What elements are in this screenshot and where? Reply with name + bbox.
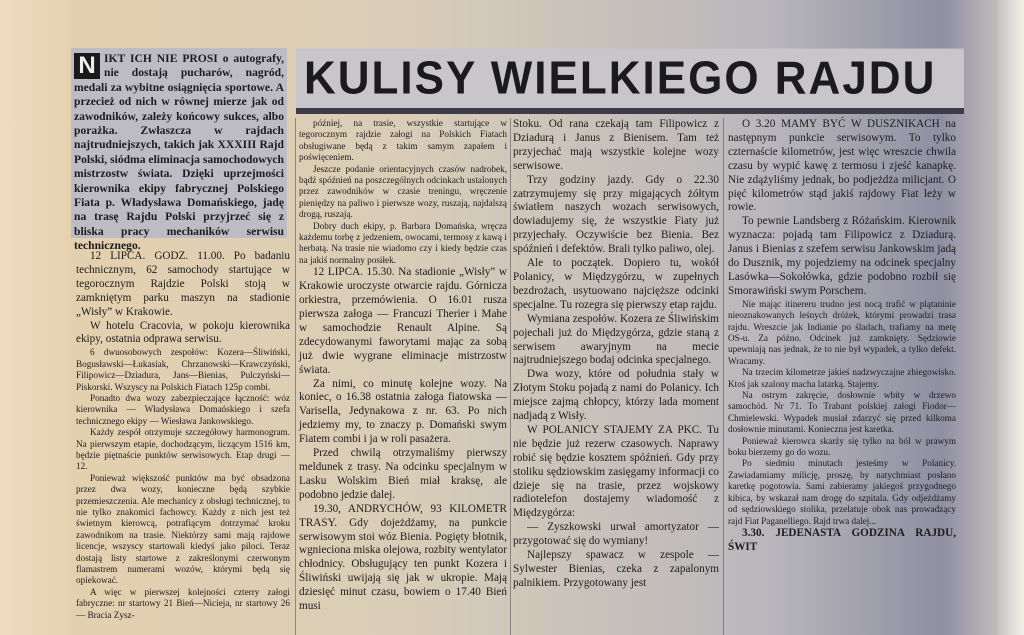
col3-paragraph: W POLANICY STAJEMY ZA PKC. Tu nie będzie już rezerw czasowych. Naprawy robić się będzie kosztem spóźnień. Gdy przy stoliku sędziowskim zasięgamy informacji co dzieje się na trasie, przez wojskowy radiotelefon dostajemy wiadomość z Międzygórza:	[513, 423, 719, 520]
drop-cap: N	[74, 53, 100, 79]
col3-paragraph: Trzy godziny jazdy. Gdy o 22.30 zatrzymujemy się przy migających żółtym światłem naszych wozach serwisowych, dowiadujemy się, że wszystkie Fiaty już przyjechały. Oczywiście bez Bienia. Bez spóźnień i defektów. Brali tylko paliwo, olej.	[513, 173, 719, 256]
article-headline: KULISY WIELKIEGO RAJDU	[296, 49, 964, 110]
headline-underline	[296, 108, 964, 114]
column-rule	[510, 118, 511, 635]
col1-paragraph: Ponadto dwa wozy zabezpieczające łączność: wóz kierownika — Władysława Domańskiego i szefa technicznego ekipy — Wiesława Jankowskiego.	[76, 392, 290, 426]
col4-paragraph: To pewnie Landsberg z Różańskim. Kierownik wyznacza: pojadą tam Filipowicz z Dziadurą. Janus i Bienias z szefem serwisu Jankowskim jadą do Dusznik, my pojedziemy na odcinek specjalny Lasówka—Sokołówka, gdzie podobno rozbił się Smorawiński swym Porschem.	[728, 215, 956, 297]
col3-paragraph: Najlepszy spawacz w zespole — Sylwester Bienias, czeka z zapalonym palnikiem. Przygotowany jest	[513, 549, 719, 589]
col3-paragraph: — Zyszkowski urwał amortyzator — przygotować się do wymiany!	[513, 521, 719, 548]
paper-right-margin	[998, 0, 1024, 635]
col3-paragraph: Wymiana zespołów. Kozera ze Śliwińskim pojechali już do Międzygórza, gdzie staną z serwisem awaryjnym na mecie najtrudniejszego bodaj odcinka specjalnego.	[513, 312, 719, 367]
col1-paragraph: Ponieważ większość punktów ma być obsadzona przez dwa wozy, konieczne będą szybkie przemieszczenia. Ale mechanicy z obsługi technicznej, to nie tylko znakomici fachowcy. Każdy z nich jest też świetnym kierowcą, potrafiącym dotrzymać kroku zawodnikom na trasie. Niektórzy sami mają rajdowe licencje, wszyscy startowali kiedyś jako piloci. Teraz dostają listy startowe z zakreślonymi czerwonym flamastrem numerami wozów, którymi będą się opiekować.	[76, 472, 290, 586]
col4-paragraph: Na ostrym zakręcie, dosłownie wbity w drzewo samochód. Nr 71. To Trabant polskiej załogi Fiodor—Chmielewski. Wypadek musiał zdarzyć się przed kilkoma dosłownie minutami. Konieczna jest karetka.	[728, 390, 956, 435]
col2-paragraph: Dobry duch ekipy, p. Barbara Domańska, wręcza każdemu torbę z jedzeniem, owocami, termosy z kawą i herbatą. Na trasie nie wiadomo czy i kiedy będzie czas na jakiś normalny posiłek.	[299, 220, 507, 265]
col3-paragraph: Stoku. Od rana czekają tam Filipowicz z Dziadurą i Janus z Bienisem. Tam też przyjechać mają wszystkie kolejne wozy serwisowe.	[513, 118, 719, 172]
col4-paragraph: Nie mając itinereru trudno jest nocą trafić w plątaninie nieoznakowanych leśnych dróżek, którymi prowadzi trasa rajdu. Wreszcie jak Indianie po śladach, trafiamy na metę OS-u. Za późno. Odcinek już zamknięty. Sędziowie upewniają nas jednak, że to nie był wypadek, a tylko defekt. Wracamy.	[728, 298, 956, 366]
col2-paragraph: później, na trasie, wszystkie startujące w tegorocznym rajdzie załogi na Polskich Fiatach obsługiwane będą z takim samym zapałem i poświęceniem.	[299, 118, 507, 163]
col4-paragraph: O 3.20 MAMY BYĆ W DUSZNIKACH na następnym punkcie serwisowym. To tylko czternaście kilometrów, jest więc wreszcie chwila czasu by wypić kawę z termosu i zjeść kanapkę. Nie zdążyliśmy jednak, bo podjeżdża milicjant. O pięć kilometrów stąd jakiś rajdowy Fiat leży w rowie.	[728, 118, 956, 214]
col1-paragraph: Każdy zespół otrzymuje szczegółowy harmonogram. Na pierwszym etapie, dochodzącym, liczącym 1516 km, będzie piętnaście punktów serwisowych. Etap drugi — 12.	[76, 427, 290, 472]
article-column-1	[76, 250, 290, 635]
col1-paragraph: A więc w pierwszej kolejności czterry załogi fabryczne: nr startowy 21 Bień—Nicieja, nr startowy 26 — Bracia Zysz-	[76, 586, 290, 620]
lead-paragraph	[71, 48, 287, 253]
col4-paragraph: Ponieważ kierowca skarży się tylko na ból w prawym boku bierzemy go do wozu.	[728, 435, 956, 458]
col2-paragraph: 12 LIPCA. 15.30. Na stadionie „Wisły” w Krakowie uroczyste otwarcie rajdu. Górnicza orkiestra, przemówienia. O 16.01 rusza pierwsza załoga — Francuzi Therier i Mahe w samochodzie Renault Alpine. Są zdecydowanymi faworytami mając za sobą już dwie wygrane eliminacje mistrzostw świata.	[299, 266, 507, 376]
lead-text: IKT ICH NIE PROSI o autografy, nie dostają pucharów, nagród, medali za wybitne osiągnięcia sportowe. A przecież od nich w równej mierze jak od zawodników, zależy końcowy sukces, albo porażka. Zwłaszcza w rajdach najtrudniejszych, takich jak XXXIII Rajd Polski, siódma eliminacja samochodowych mistrzostw świata. Dzięki uprzejmości kierownika ekipy fabrycznej Polskiego Fiata p. Władysława Domańskiego, jadę na trasę Rajdu Polski przyjrzeć się z bliska pracy mechaników serwisu technicznego.	[74, 52, 284, 253]
col1-paragraph: 6 dwuosobowych zespołów: Kozera—Śliwiński, Bogusławski—Łukasiak, Chrzanowski—Krawczyński, Filipowicz—Dziadura, Jans—Bienias, Pulczyński—Piskorski. Wszyscy na Polskich Fiatach 125p combi.	[76, 347, 290, 392]
col3-paragraph: Ale to początek. Dopiero tu, wokół Polanicy, w Międzygórzu, w zupełnych bezdrożach, usytuowano najcięższe odcinki specjalne. Tu rozegra się pierwszy etap rajdu.	[513, 257, 719, 311]
col4-paragraph: Na trzecim kilometrze jakieś nadzwyczajne zbiegowisko. Ktoś jak szalony macha latarką. Stajemy.	[728, 367, 956, 389]
col2-paragraph: Za nimi, co minutę kolejne wozy. Na koniec, o 16.38 ostatnia załoga fiatowska — Varisella, Jedynakowa z nr. 63. Po nich jedziemy my, to znaczy p. Domański swym Fiatem combi i ja w roli pasażera.	[299, 377, 507, 446]
col3-paragraph: Dwa wozy, które od południa stały w Złotym Stoku pojadą z nami do Polanicy. Ich miejsce zajmą chłopcy, którzy lada moment nadjadą z Wisły.	[513, 368, 719, 423]
paper-left-margin	[0, 0, 70, 635]
column-rule	[723, 118, 724, 635]
col2-paragraph: 19.30, ANDRYCHÓW, 93 KILOMETR TRASY. Gdy dojeżdżamy, na punkcie serwisowym stoi wóz Bienia. Pogięty błotnik, wgnieciona miska olejowa, rozbity wentylator chłodnicy. Obsługujący ten punkt Kozera i Śliwiński uwijają się jak w ukropie. Mają dziesięć minut czasu, bowiem o 17.40 Bień musi	[299, 502, 507, 613]
article-column-3	[513, 118, 719, 635]
col2-paragraph: Jeszcze podanie orientacyjnych czasów nadrobek, bądź spóźnień na poszczególnych odcinkach ustalonych przez zawodników w czasie treningu, wręczenie pieniędzy na paliwo i pierwsze wozy, ruszają, najdalszą drogą, ruszają.	[299, 163, 507, 220]
col4-paragraph: 3.30. JEDENASTA GODZINA RAJDU, ŚWIT	[728, 526, 956, 553]
col1-paragraph: W hotelu Cracovia, w pokoju kierownika ekipy, ostatnia odprawa serwisu.	[76, 319, 290, 346]
col1-paragraph: 12 LIPCA. GODZ. 11.00. Po badaniu technicznym, 62 samochody startujące w tegorocznym Rajdzie Polski stoją w zamkniętym parku maszyn na stadionie „Wisły” w Krakowie.	[76, 250, 290, 318]
column-rule	[295, 118, 296, 635]
col4-paragraph: Po siedmiu minutach jesteśmy w Polanicy. Zawiadamiamy milicję, proszę, by natychmiast posłano karetkę pogotowia. Sami zabieramy jakiegoś przygodnego kibica, by wskazał nam drogę do szpitala. Gdy odjeżdżamy od sędziowskiego stolika, przelatuje obok nas prowadzący rajd Fiat Paganelliego. Rajd trwa dalej...	[728, 458, 956, 526]
article-column-4	[728, 118, 956, 635]
col2-paragraph: Przed chwilą otrzymaliśmy pierwszy meldunek z trasy. Na odcinku specjalnym w Lasku Wolskim Bień miał kraksę, ale podobno jedzie dalej.	[299, 447, 507, 501]
article-column-2	[299, 118, 507, 635]
